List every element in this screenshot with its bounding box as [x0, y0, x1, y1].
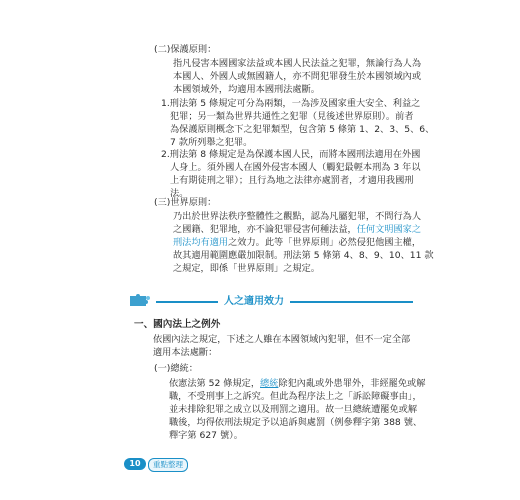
list-item-article-8 — [161, 148, 421, 200]
footer-label: 重點整理 — [148, 458, 188, 472]
highlight-text: 刑法均有適用 — [173, 237, 229, 248]
page-number: 10 — [124, 458, 146, 470]
text-line: 適用本法處斷： — [153, 347, 218, 358]
text-line: 指凡侵害本國國家法益或本國人民法益之犯罪，無論行為人為 — [173, 58, 422, 69]
list-item-article-5 — [161, 97, 434, 149]
text-line: 7 款所列舉之犯罪。 — [170, 137, 253, 148]
section-header — [128, 293, 413, 307]
text-line: 職後，均得依刑法規定予以追訴與處罰（例參釋字第 388 號、 — [169, 417, 423, 428]
text-span: 除犯內亂或外患罪外，非經罷免或解 — [278, 378, 426, 389]
text-line: 乃出於世界法秩序整體性之觀點，認為凡屬犯罪，不問行為人 — [173, 211, 422, 222]
heading-domestic-exceptions: 一、國內法上之例外 — [134, 319, 221, 330]
text-line: 依國內法之規定，下述之人雖在本國領域內犯罪，但不一定全部 — [153, 334, 411, 345]
text-line: 人身上。須外國人在國外侵害本國人（觸犯最輕本刑為 3 年以 — [170, 162, 421, 173]
text-line: 為保護原則概念下之犯罪類型，包含第 5 條第 1、2、3、5、6、 — [170, 124, 435, 135]
text-line — [173, 236, 434, 249]
text-line: 上有期徒刑之罪）；且行為地之法律亦處罰者，才適用我國刑 — [170, 175, 414, 186]
text-line: 故其適用範圍應嚴加限制。刑法第 5 條第 4、8、9、10、11 款 — [173, 250, 434, 261]
highlight-text: 總統 — [260, 378, 279, 389]
paragraph-universal-definition — [173, 210, 434, 275]
text-line — [169, 377, 425, 390]
highlight-text: 任何文明國家之 — [356, 224, 422, 235]
section-title: 人之適用效力 — [218, 292, 290, 307]
puzzle-icon — [128, 293, 152, 307]
paragraph-protection-definition — [173, 57, 421, 96]
paragraph-domestic-intro — [153, 333, 410, 359]
text-line: 職，不受刑事上之訴究。但此為程序法上之「訴訟障礙事由」， — [169, 391, 422, 402]
heading-protection-principle: (二)保護原則： — [154, 44, 217, 55]
text-line: 犯罪；另一類為世界共通性之犯罪（見後述世界原則）。前者 — [170, 111, 414, 122]
text-line: 並未排除犯罪之成立以及刑罰之適用。故一旦總統遭罷免或解 — [169, 404, 418, 415]
heading-universal-principle: (三)世界原則： — [154, 197, 217, 208]
text-line — [173, 223, 434, 236]
text-line: 本國領域外，均適用本國刑法處斷。 — [173, 84, 320, 95]
text-line: 法。 — [170, 188, 189, 199]
text-span: 之效力。此等「世界原則」必然侵犯他國主權， — [228, 237, 422, 248]
text-line: 釋字第 627 號）。 — [169, 430, 243, 441]
text-line: 1.刑法第 5 條規定可分為兩類，一為涉及國家重大安全、利益之 — [161, 98, 421, 109]
text-span: 依憲法第 52 條規定， — [169, 378, 261, 389]
text-span: 之國籍、犯罪地，亦不論犯罪侵害何種法益， — [173, 224, 357, 235]
paragraph-president — [169, 377, 425, 442]
text-line: 本國人、外國人或無國籍人，亦不問犯罪發生於本國領域內或 — [173, 71, 422, 82]
heading-president: (一)總統： — [154, 363, 198, 374]
text-line: 之規定，即係「世界原則」之規定。 — [173, 263, 320, 274]
text-line: 2.刑法第 8 條規定是為保護本國人民，而將本國刑法適用在外國 — [161, 149, 421, 160]
